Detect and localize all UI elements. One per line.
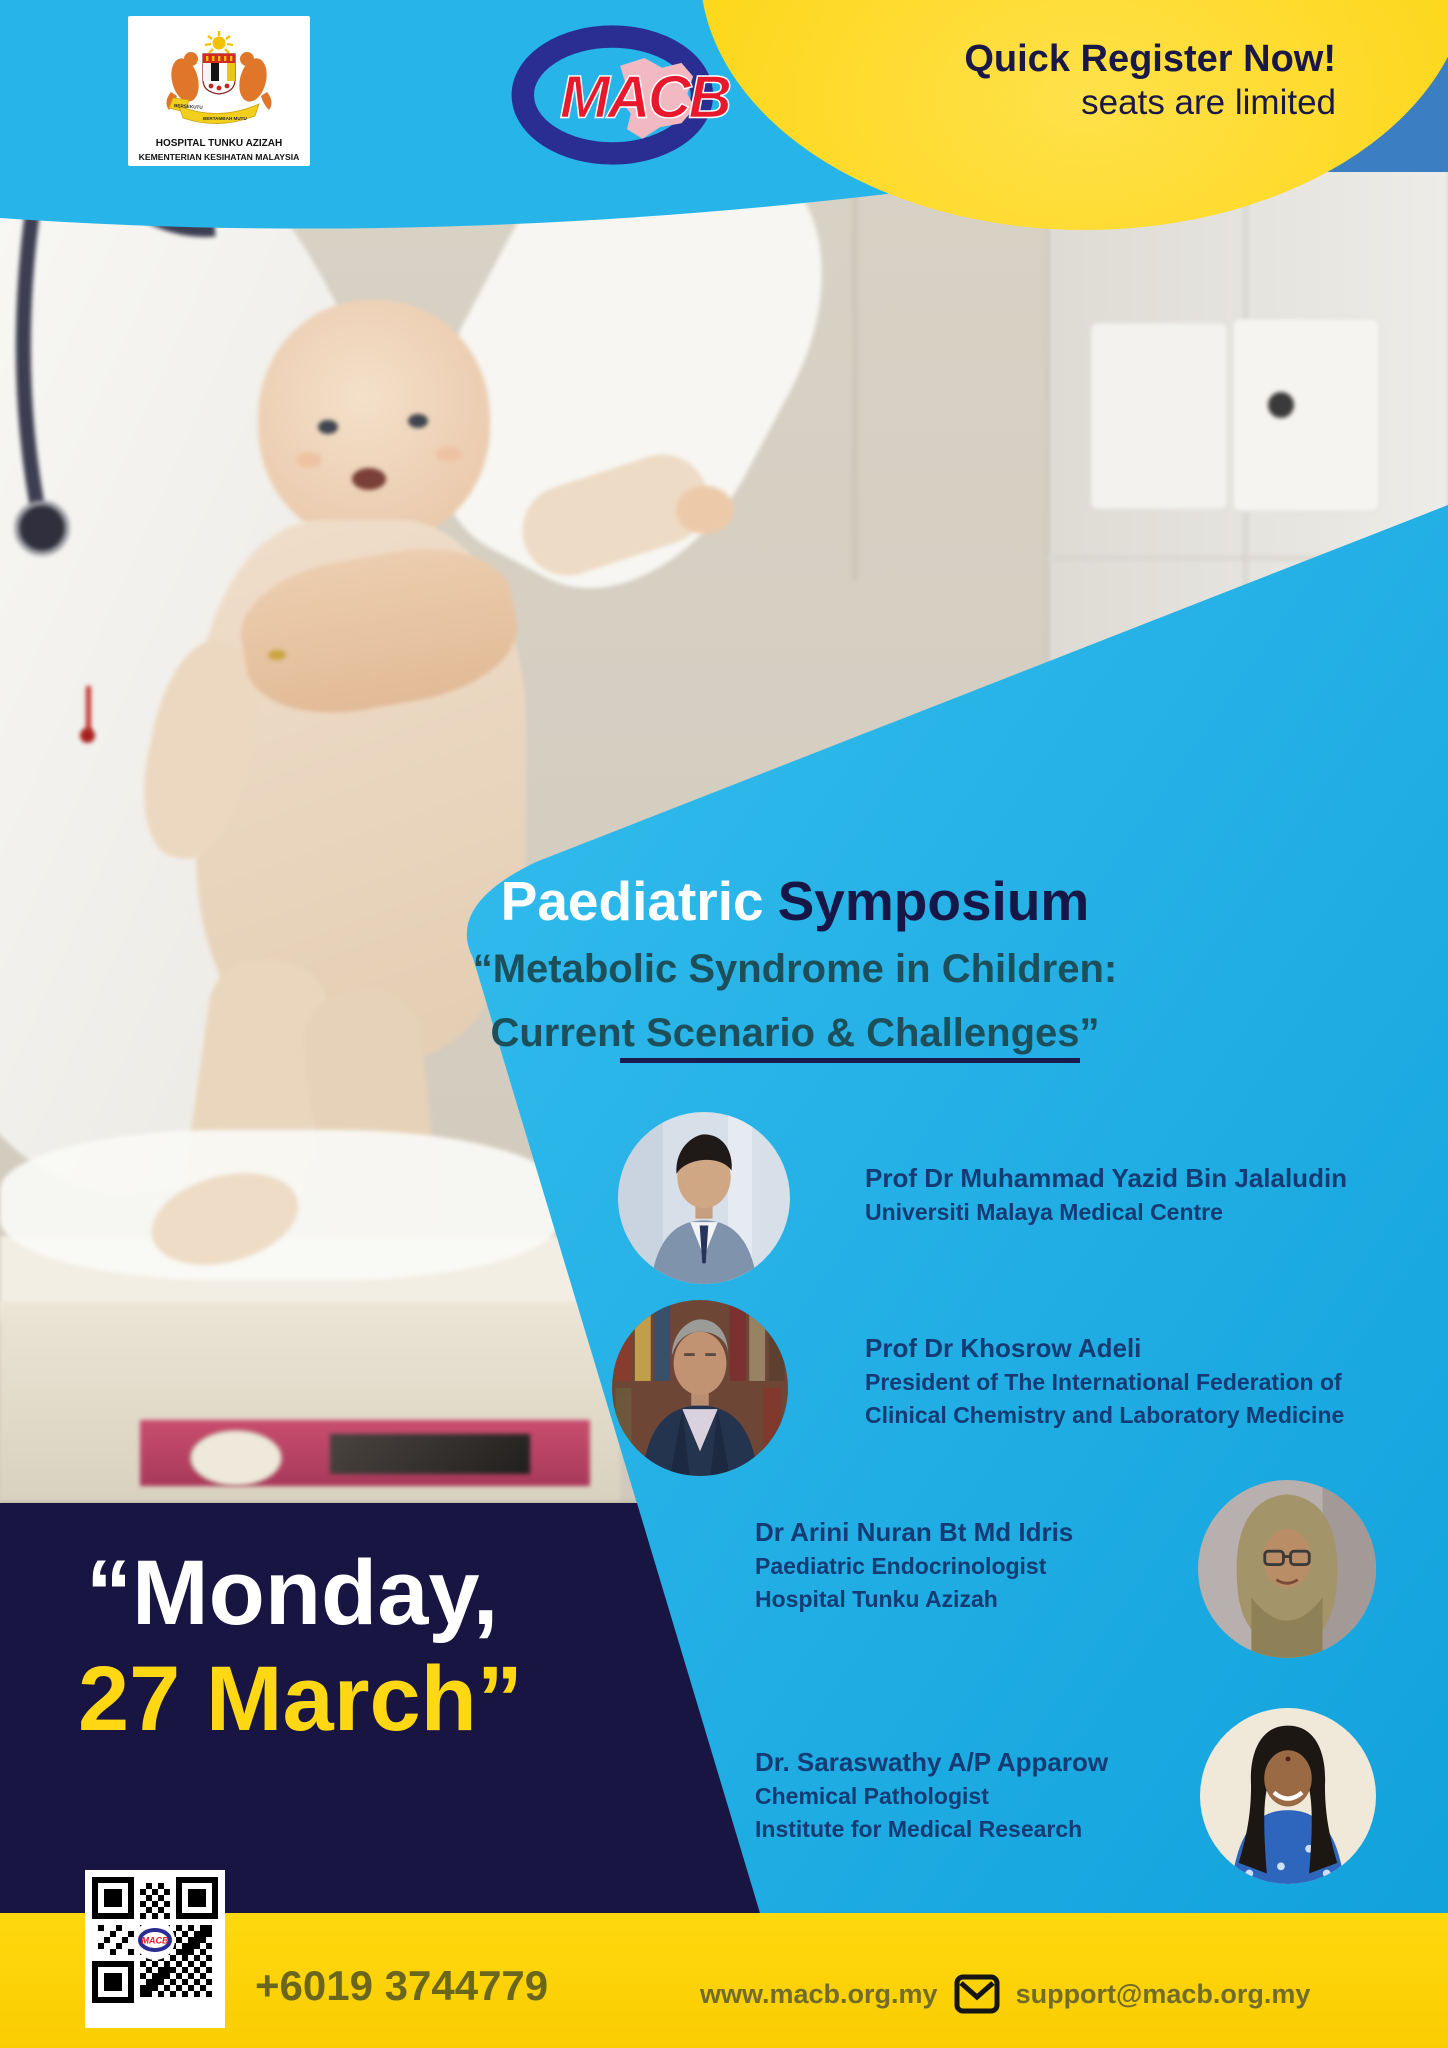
page-title <box>470 870 1120 932</box>
macb-logo <box>500 22 750 168</box>
ribbon-left-text: BERSEKUTU <box>173 103 203 110</box>
register-line1: Quick Register Now! <box>964 38 1336 80</box>
speaker-photo <box>1198 1480 1376 1658</box>
speaker-role: Chemical Pathologist <box>755 1783 989 1809</box>
subtitle-line1: “Metabolic Syndrome in Children: <box>472 947 1118 991</box>
speaker-role: President of The International Federation of <box>865 1369 1342 1395</box>
speaker-name: Prof Dr Muhammad Yazid Bin Jalaludin <box>865 1163 1348 1193</box>
envelope-icon <box>954 1974 1000 2014</box>
hospital-name: HOSPITAL TUNKU AZIZAH <box>155 138 283 149</box>
speaker-info <box>865 1160 1405 1229</box>
email-address: support@macb.org.my <box>1015 1978 1311 2009</box>
speaker-info <box>755 1514 1195 1616</box>
speaker-photo <box>618 1112 790 1284</box>
event-date-number: 27 March” <box>78 1648 523 1750</box>
title-part-1: Paediatric <box>500 870 764 932</box>
title-block <box>470 870 1120 1060</box>
speaker-photo <box>612 1300 788 1476</box>
speaker-name: Dr Arini Nuran Bt Md Idris <box>755 1517 1074 1547</box>
qr-macb-text: MACB <box>141 1935 169 1946</box>
speaker-role: Hospital Tunku Azizah <box>755 1586 998 1612</box>
speaker-info <box>755 1744 1195 1846</box>
speaker-role: Institute for Medical Research <box>755 1816 1083 1842</box>
speaker-role: Paediatric Endocrinologist <box>755 1553 1047 1579</box>
ribbon-right-text: BERTAMBAH MUTU <box>203 116 247 121</box>
coat-of-arms <box>159 20 279 136</box>
title-part-2: Symposium <box>777 870 1090 932</box>
qr-code <box>85 1870 225 2028</box>
speaker-name: Dr. Saraswathy A/P Apparow <box>755 1747 1109 1777</box>
speaker-info <box>865 1330 1425 1432</box>
speaker-photo <box>1200 1708 1376 1884</box>
event-date <box>78 1540 638 1752</box>
website-url: www.macb.org.my <box>700 1978 938 2009</box>
subtitle-underline <box>620 1058 1080 1063</box>
register-badge <box>876 36 1336 124</box>
ministry-name: KEMENTERIAN KESIHATAN MALAYSIA <box>138 152 300 162</box>
event-date-day: “Monday, <box>86 1542 499 1644</box>
hospital-logo <box>128 16 310 166</box>
speaker-role: Clinical Chemistry and Laboratory Medicine <box>865 1402 1345 1428</box>
register-line2: seats are limited <box>1081 83 1336 122</box>
phone-number: +6019 3744779 <box>255 1962 549 2009</box>
subtitle-line2: Current Scenario & Challenges” <box>490 1011 1100 1055</box>
speaker-name: Prof Dr Khosrow Adeli <box>865 1333 1142 1363</box>
footer-contacts <box>700 1974 1340 2014</box>
speaker-role: Universiti Malaya Medical Centre <box>865 1199 1223 1225</box>
macb-logo-text: MACB <box>559 62 730 131</box>
